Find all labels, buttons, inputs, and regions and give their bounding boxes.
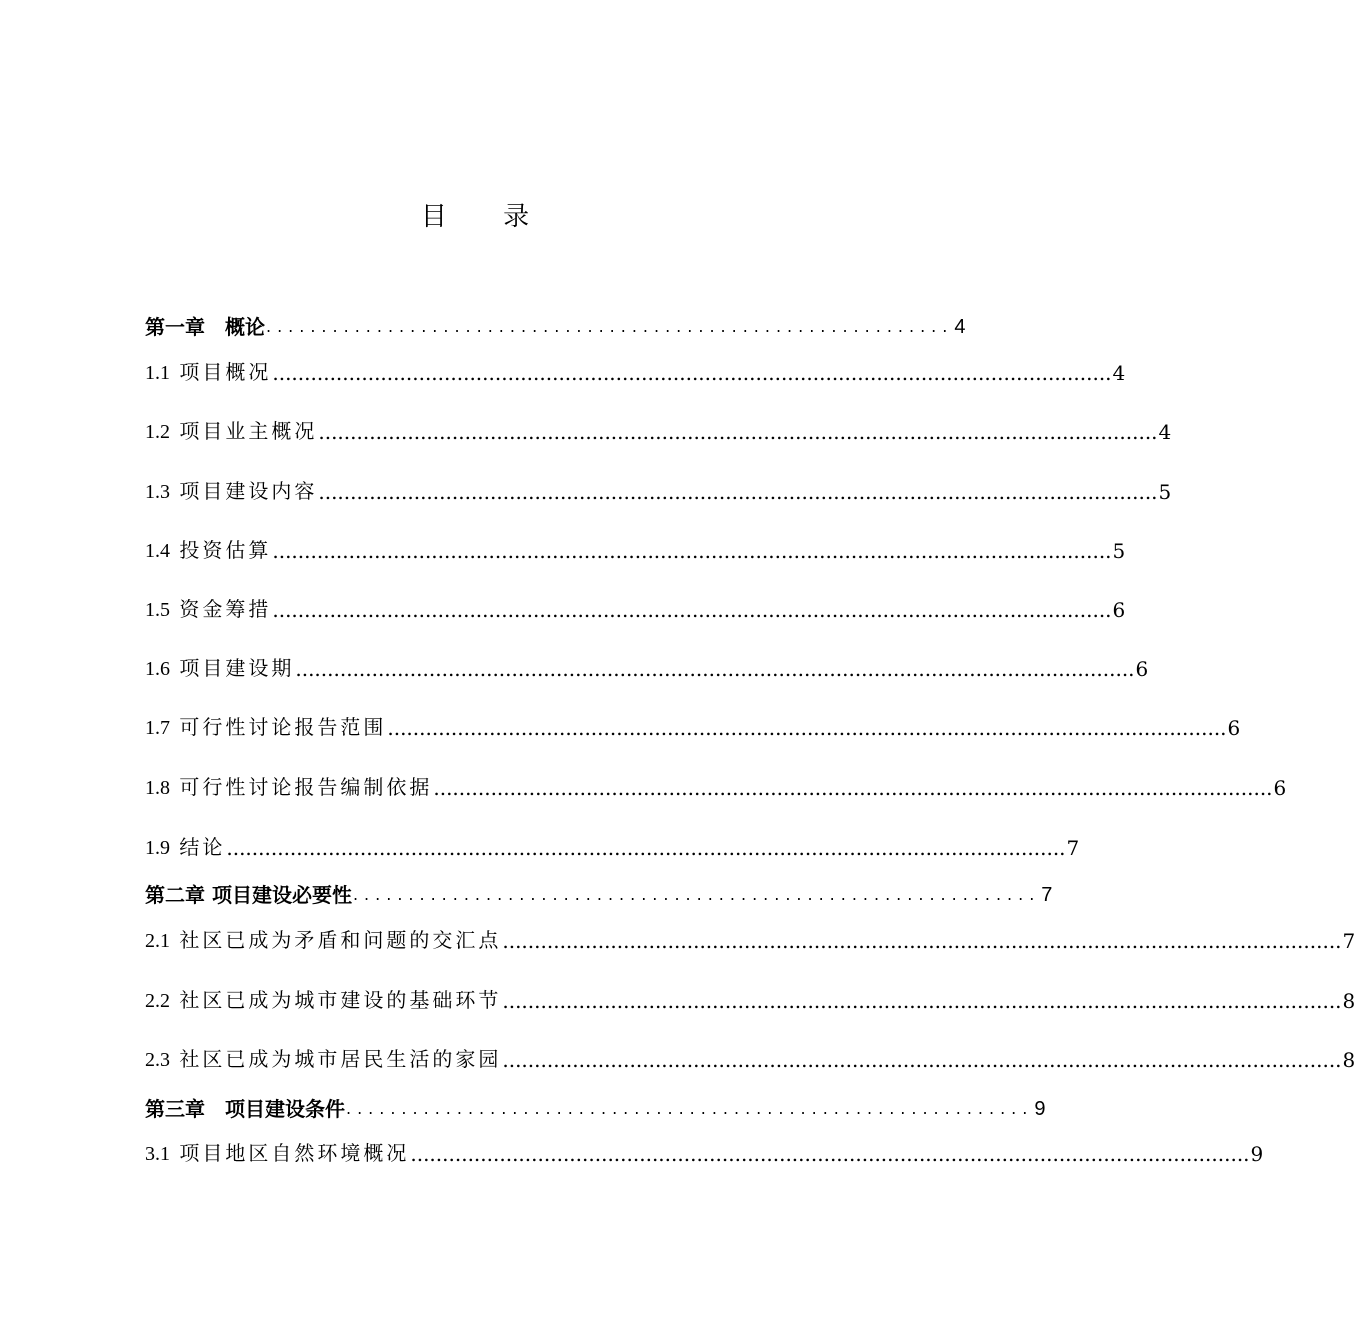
dot-leader: .................................................................................................................................... — [272, 361, 1112, 385]
entry-label: 第一章 概论 — [145, 315, 265, 339]
toc-entry-1-7[interactable] — [145, 709, 1241, 741]
entry-label: 第三章 项目建设条件 — [145, 1097, 345, 1121]
page-number: 6 — [1112, 598, 1126, 622]
toc-entry-1-4[interactable] — [145, 532, 1126, 564]
entry-label: 项目建设内容 — [179, 479, 318, 503]
section-number: 2.2 — [145, 990, 170, 1012]
dot-leader: .................................................................................................................................... — [318, 420, 1158, 444]
toc-entry-chapter-1[interactable] — [145, 308, 966, 340]
page-number: 8 — [1342, 989, 1355, 1013]
entry-label: 社区已成为城市居民生活的家园 — [179, 1047, 502, 1071]
page-number: 6 — [1135, 657, 1149, 681]
toc-entry-2-3[interactable] — [145, 1041, 1355, 1073]
dot-leader: .............................................................. — [346, 1099, 1034, 1118]
toc-title: 目 录 — [420, 202, 554, 232]
dot-leader: .................................................................................................................................... — [410, 1142, 1250, 1166]
dot-leader: .................................................................................................................................... — [295, 657, 1135, 681]
toc-entry-2-2[interactable] — [145, 982, 1355, 1014]
dot-leader: .................................................................................................................................... — [502, 929, 1342, 953]
section-number: 1.3 — [145, 481, 170, 503]
entry-label: 结论 — [179, 835, 226, 859]
page-number: 9 — [1034, 1098, 1046, 1120]
dot-leader: .................................................................................................................................... — [272, 539, 1112, 563]
section-number: 1.9 — [145, 837, 170, 859]
entry-label: 第二章 项目建设必要性 — [145, 883, 352, 907]
entry-label: 可行性讨论报告范围 — [179, 715, 387, 739]
section-number: 2.1 — [145, 930, 170, 952]
section-number: 2.3 — [145, 1049, 170, 1071]
toc-entry-chapter-2[interactable] — [145, 876, 1053, 908]
dot-leader: .............................................................. — [266, 317, 954, 336]
dot-leader: .............................................................. — [352, 885, 1041, 904]
dot-leader: .................................................................................................................................... — [272, 598, 1112, 622]
dot-leader: .................................................................................................................................... — [318, 480, 1158, 504]
section-number: 1.6 — [145, 658, 170, 680]
section-number: 1.5 — [145, 599, 170, 621]
entry-label: 项目业主概况 — [179, 419, 318, 443]
page-number: 7 — [1041, 884, 1053, 906]
toc-entry-1-2[interactable] — [145, 413, 1172, 445]
page-number: 9 — [1250, 1142, 1264, 1166]
dot-leader: .................................................................................................................................... — [502, 989, 1342, 1013]
dot-leader: .................................................................................................................................... — [433, 776, 1273, 800]
section-number: 1.8 — [145, 777, 170, 799]
page-number: 5 — [1112, 539, 1126, 563]
toc-entry-1-1[interactable] — [145, 354, 1126, 386]
page-number: 4 — [1112, 361, 1126, 385]
section-number: 1.2 — [145, 421, 170, 443]
toc-entry-2-1[interactable] — [145, 922, 1355, 954]
section-number: 1.7 — [145, 717, 170, 739]
toc-entry-1-9[interactable] — [145, 829, 1080, 861]
entry-label: 项目概况 — [179, 360, 272, 384]
entry-label: 投资估算 — [179, 538, 272, 562]
page-number: 5 — [1158, 480, 1172, 504]
section-number: 1.1 — [145, 362, 170, 384]
page-number: 8 — [1342, 1048, 1355, 1072]
toc-entry-chapter-3[interactable] — [145, 1090, 1046, 1122]
page-number: 7 — [1066, 836, 1080, 860]
page-number: 6 — [1273, 776, 1287, 800]
toc-entry-1-3[interactable] — [145, 473, 1172, 505]
toc-entry-1-5[interactable] — [145, 591, 1126, 623]
page-number: 7 — [1342, 929, 1355, 953]
toc-entry-1-8[interactable] — [145, 769, 1287, 801]
dot-leader: .................................................................................................................................... — [502, 1048, 1342, 1072]
entry-label: 社区已成为城市建设的基础环节 — [179, 988, 502, 1012]
toc-entry-1-6[interactable] — [145, 650, 1149, 682]
entry-label: 可行性讨论报告编制依据 — [179, 775, 433, 799]
section-number: 3.1 — [145, 1143, 170, 1165]
entry-label: 社区已成为矛盾和问题的交汇点 — [179, 928, 502, 952]
entry-label: 项目地区自然环境概况 — [179, 1141, 410, 1165]
page-number: 4 — [954, 316, 966, 338]
entry-label: 项目建设期 — [179, 656, 295, 680]
page-number: 4 — [1158, 420, 1172, 444]
dot-leader: .................................................................................................................................... — [226, 836, 1066, 860]
entry-label: 资金筹措 — [179, 597, 272, 621]
page-number: 6 — [1227, 716, 1241, 740]
dot-leader: .................................................................................................................................... — [387, 716, 1227, 740]
section-number: 1.4 — [145, 540, 170, 562]
toc-entry-3-1[interactable] — [145, 1135, 1264, 1167]
